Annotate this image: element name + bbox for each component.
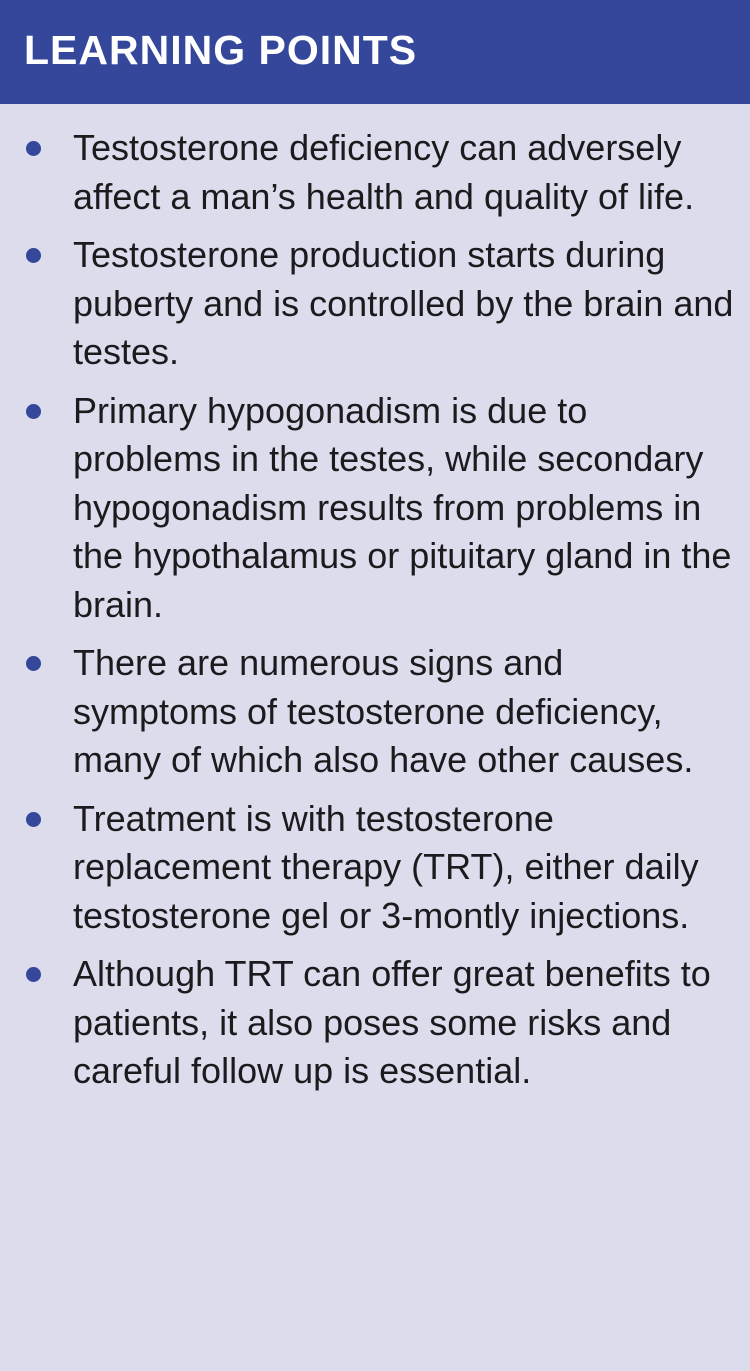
box-title: LEARNING POINTS: [24, 26, 418, 73]
learning-points-list: [0, 124, 750, 1096]
list-item: [0, 231, 750, 377]
list-item-text: Although TRT can offer great benefits to patients, it also poses some risks and careful follow up is essential.: [73, 953, 711, 1091]
list-item: [0, 387, 750, 630]
list-item-text: Treatment is with testosterone replacement therapy (TRT), either daily testosterone gel or 3-montly injections.: [73, 797, 699, 936]
header-bar: [0, 0, 750, 104]
list-item: [0, 124, 750, 221]
list-item: [0, 639, 750, 785]
list-item: [0, 950, 750, 1096]
bullet-icon: [26, 141, 41, 156]
list-item-text: There are numerous signs and symptoms of testosterone deficiency, many of which also have other causes.: [73, 642, 694, 780]
bullet-icon: [26, 967, 41, 982]
bullet-icon: [26, 656, 41, 671]
bullet-icon: [26, 812, 41, 827]
bullet-icon: [26, 404, 41, 419]
list-item-text: Testosterone deficiency can adversely affect a man’s health and quality of life.: [73, 127, 695, 217]
list-item: [0, 795, 750, 941]
list-item-text: Testosterone production starts during puberty and is controlled by the brain and testes.: [73, 234, 734, 372]
list-item-text: Primary hypogonadism is due to problems in the testes, while secondary hypogonadism results from problems in the hypothalamus or pituitary gland in the brain.: [73, 389, 732, 625]
bullet-icon: [26, 248, 41, 263]
